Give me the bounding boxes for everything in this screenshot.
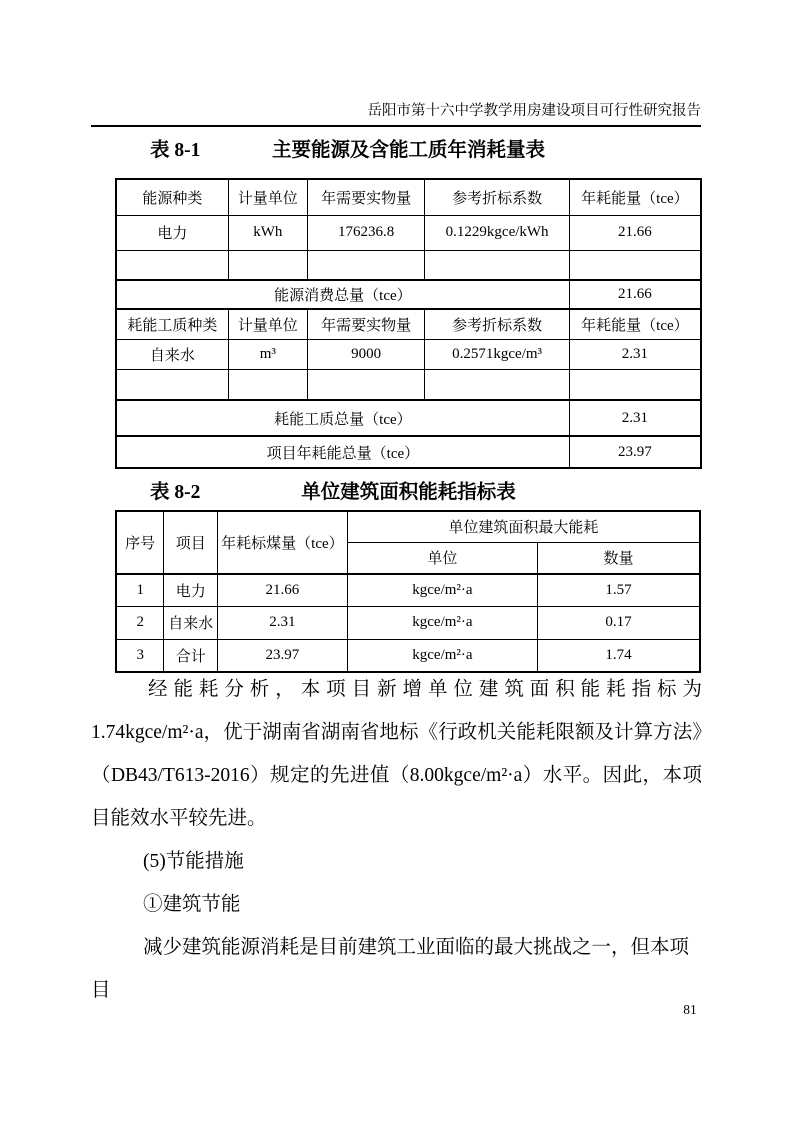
table-cell <box>307 250 425 280</box>
table-cell: 21.66 <box>218 574 348 606</box>
table-header-cell: 耗能工质种类 <box>116 309 228 339</box>
table-row <box>116 215 701 250</box>
table-cell: 23.97 <box>218 639 348 672</box>
table-cell: 0.2571kgce/m³ <box>425 339 569 369</box>
table-header-cell: 年耗能量（tce） <box>569 179 701 215</box>
table-cell <box>425 369 569 400</box>
table-row <box>116 369 701 400</box>
table-cell: 1 <box>116 574 164 606</box>
table2-caption <box>115 479 702 507</box>
energy-total-label-cell: 能源消费总量（tce） <box>116 280 569 309</box>
table-header-cell: 能源种类 <box>116 179 228 215</box>
table-cell: 1.57 <box>538 574 700 606</box>
table-header-cell: 年耗标煤量（tce） <box>218 511 348 574</box>
table2-label: 表 8-2 <box>150 482 201 503</box>
paragraph-item-1-heading: ①建筑节能 <box>143 894 241 915</box>
table-cell: 1.74 <box>538 639 700 672</box>
table-header-cell: 年需要实物量 <box>307 179 425 215</box>
table-header-cell: 数量 <box>538 542 700 574</box>
table-row <box>116 436 701 468</box>
table-header-group-cell: 单位建筑面积最大能耗 <box>347 511 700 542</box>
medium-total-value-cell: 2.31 <box>569 400 701 436</box>
table-cell <box>116 250 228 280</box>
table-cell: 自来水 <box>164 606 218 639</box>
table-cell: 176236.8 <box>307 215 425 250</box>
table-row <box>116 250 701 280</box>
table-row <box>116 339 701 369</box>
table-header-cell: 参考折标系数 <box>425 309 569 339</box>
table-cell <box>425 250 569 280</box>
table-header-cell: 年需要实物量 <box>307 309 425 339</box>
page-number: 81 <box>683 1002 697 1017</box>
table1-label: 表 8-1 <box>150 140 201 161</box>
table-cell <box>228 369 307 400</box>
energy-total-value-cell: 21.66 <box>569 280 701 309</box>
table-cell <box>116 369 228 400</box>
table-row <box>116 606 700 639</box>
table-cell: 0.1229kgce/kWh <box>425 215 569 250</box>
running-header-title: 岳阳市第十六中学教学用房建设项目可行性研究报告 <box>367 103 701 119</box>
table1-title: 主要能源及含能工质年消耗量表 <box>271 140 545 161</box>
table-cell: kgce/m²·a <box>347 574 537 606</box>
table-cell: m³ <box>228 339 307 369</box>
table1-caption <box>115 137 702 165</box>
table-row <box>116 400 701 436</box>
table-cell: 2.31 <box>218 606 348 639</box>
body-text <box>91 668 702 1012</box>
table-cell: kgce/m²·a <box>347 639 537 672</box>
table-cell: 电力 <box>164 574 218 606</box>
table-cell <box>307 369 425 400</box>
project-total-value-cell: 23.97 <box>569 436 701 468</box>
table-header-cell: 年耗能量（tce） <box>569 309 701 339</box>
table-header-cell: 参考折标系数 <box>425 179 569 215</box>
paragraph-building-energy: 减少建筑能源消耗是目前建筑工业面临的最大挑战之一，但本项目 <box>91 937 690 1001</box>
table-cell <box>228 250 307 280</box>
table-header-cell: 序号 <box>116 511 164 574</box>
table-cell: 电力 <box>116 215 228 250</box>
table-cell: 9000 <box>307 339 425 369</box>
table-row <box>116 280 701 309</box>
table-row <box>116 179 701 215</box>
table-cell <box>569 369 701 400</box>
energy-consumption-table <box>115 178 702 469</box>
paragraph-energy-analysis: 经能耗分析，本项目新增单位建筑面积能耗指标为 1.74kgce/m²·a，优于湖南省湖南省地标《行政机关能耗限额及计算方法》（DB43/T613-2016）规定的先进值（8.00kgce/m²·a）水平。因此，本项目能效水平较先进。 <box>91 679 702 829</box>
table-cell: kWh <box>228 215 307 250</box>
table-cell: kgce/m²·a <box>347 606 537 639</box>
table-row <box>116 574 700 606</box>
table-cell <box>569 250 701 280</box>
table-cell: 2 <box>116 606 164 639</box>
table-header-cell: 单位 <box>347 542 537 574</box>
table-cell: 0.17 <box>538 606 700 639</box>
table-header-cell: 项目 <box>164 511 218 574</box>
table-header-cell: 计量单位 <box>228 179 307 215</box>
table-row <box>116 511 700 542</box>
table-cell: 21.66 <box>569 215 701 250</box>
table-cell: 3 <box>116 639 164 672</box>
table-cell: 2.31 <box>569 339 701 369</box>
project-total-label-cell: 项目年耗能总量（tce） <box>116 436 569 468</box>
medium-total-label-cell: 耗能工质总量（tce） <box>116 400 569 436</box>
table2-title: 单位建筑面积能耗指标表 <box>301 482 516 503</box>
unit-area-energy-index-table <box>115 510 701 673</box>
table-cell: 合计 <box>164 639 218 672</box>
table-cell: 自来水 <box>116 339 228 369</box>
table-row <box>116 309 701 339</box>
table-header-cell: 计量单位 <box>228 309 307 339</box>
running-header <box>91 100 701 127</box>
paragraph-section-5-heading: (5)节能措施 <box>143 851 244 872</box>
